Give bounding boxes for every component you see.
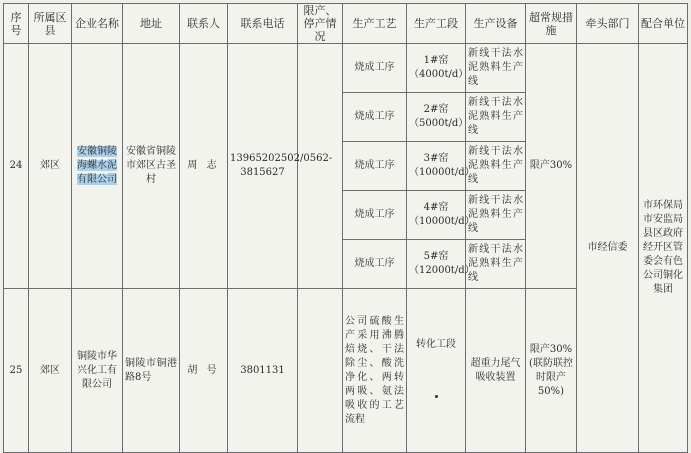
line1-section: 1#窑（4000t/d） — [407, 44, 466, 93]
row25-contact: 胡 号 — [180, 289, 228, 453]
header-company: 企业名称 — [72, 4, 123, 44]
line3-equipment: 新线干法水泥熟料生产线 — [466, 142, 526, 191]
line1-equipment: 新线干法水泥熟料生产线 — [466, 44, 526, 93]
line4-section: 4#窑（10000t/d） — [407, 191, 466, 240]
line2-section: 2#窑（5000t/d） — [407, 93, 466, 142]
row24-company: 安徽铜陵海螺水泥有限公司 — [77, 146, 117, 185]
row24-index: 24 — [4, 44, 29, 289]
row25-address: 铜陵市铜港路8号 — [123, 289, 180, 453]
row25-equipment: 超重力尾气吸收装置 — [466, 289, 526, 453]
row24-district: 郊区 — [29, 44, 72, 289]
header-district: 所属区县 — [29, 4, 72, 44]
row24-address: 安徽省铜陵市郊区古圣村 — [123, 44, 180, 289]
row25-district: 郊区 — [29, 289, 72, 453]
ink-dot-mark — [435, 395, 438, 398]
row25-section: 转化工段 — [416, 338, 456, 350]
row25-status — [298, 289, 343, 453]
row25-measure: 限产30%(联防联控时限产50%) — [526, 289, 577, 453]
row24-status — [298, 44, 343, 289]
row25-company: 铜陵市华兴化工有限公司 — [72, 289, 123, 453]
header-address: 地址 — [123, 4, 180, 44]
header-phone: 联系电话 — [228, 4, 298, 44]
line1-process: 烧成工序 — [343, 44, 407, 93]
coop-units: 市环保局市安监局县区政府经开区管委会有色公司铜化集团 — [639, 44, 688, 453]
header-equipment: 生产设备 — [466, 4, 526, 44]
line5-section: 5#窑（12000t/d） — [407, 240, 466, 289]
header-section: 生产工段 — [407, 4, 466, 44]
header-measure: 超常规措施 — [526, 4, 577, 44]
line4-process: 烧成工序 — [343, 191, 407, 240]
header-coop-units: 配合单位 — [639, 4, 688, 44]
line5-equipment: 新线干法水泥熟料生产线 — [466, 240, 526, 289]
line4-equipment: 新线干法水泥熟料生产线 — [466, 191, 526, 240]
header-row — [4, 4, 688, 44]
header-process: 生产工艺 — [343, 4, 407, 44]
line3-section: 3#窑（10000t/d） — [407, 142, 466, 191]
row25-phone: 3801131 — [228, 289, 298, 453]
header-index: 序号 — [4, 4, 29, 44]
line2-equipment: 新线干法水泥熟料生产线 — [466, 93, 526, 142]
row24-contact: 周 志 — [180, 44, 228, 289]
line5-process: 烧成工序 — [343, 240, 407, 289]
header-status: 限产、停产情况 — [298, 4, 343, 44]
lead-dept: 市经信委 — [577, 44, 639, 453]
table-row — [4, 44, 688, 93]
header-contact: 联系人 — [180, 4, 228, 44]
row24-phone: 13965202502/0562-3815627 — [228, 44, 298, 289]
header-lead-dept: 牵头部门 — [577, 4, 639, 44]
row25-index: 25 — [4, 289, 29, 453]
row25-section-cell — [407, 289, 466, 453]
row24-company-cell — [72, 44, 123, 289]
row25-process: 公司硫酸生产采用沸腾焙烧、干法除尘、酸洗净化、两转两吸、氨法吸收的工艺流程 — [343, 289, 407, 453]
line2-process: 烧成工序 — [343, 93, 407, 142]
row24-measure: 限产30% — [526, 44, 577, 289]
enterprise-table — [3, 3, 688, 453]
line3-process: 烧成工序 — [343, 142, 407, 191]
